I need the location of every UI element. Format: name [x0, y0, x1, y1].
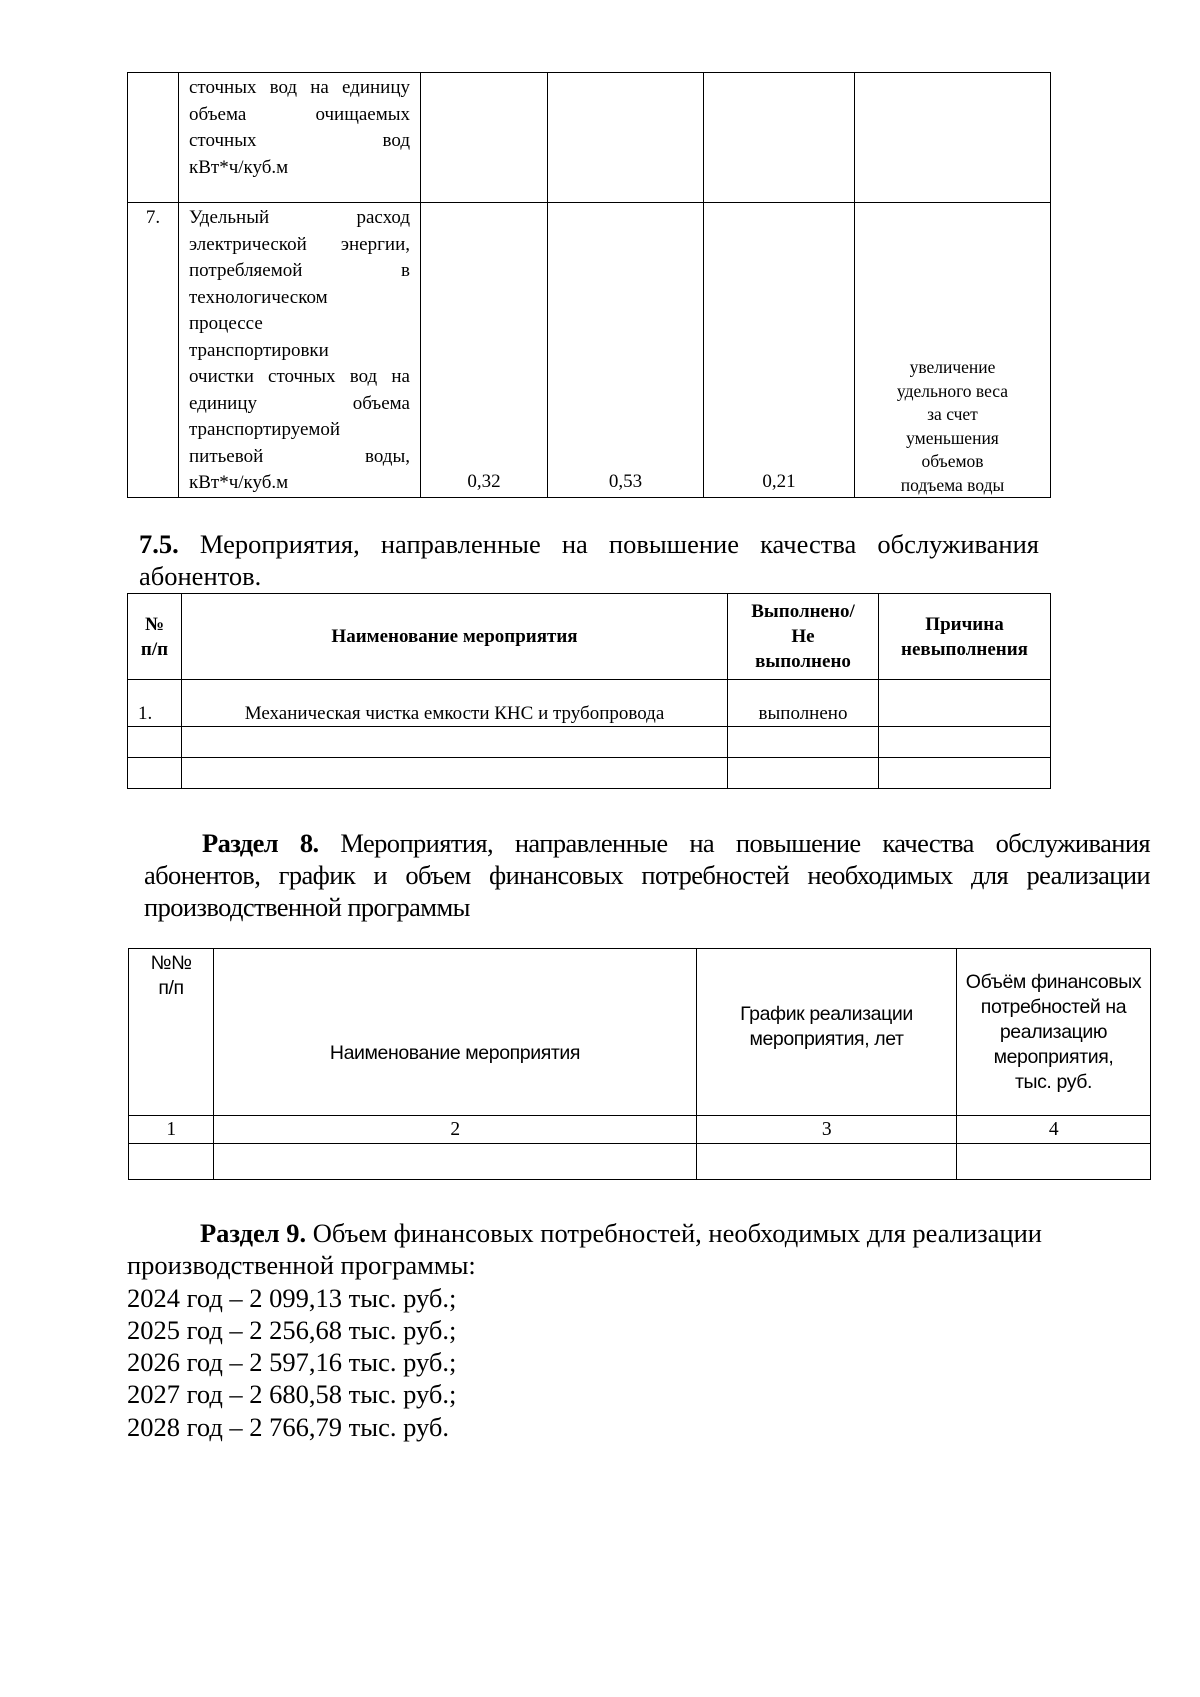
- header-reason: Причина невыполнения: [879, 594, 1051, 680]
- row-number-cell: [128, 73, 179, 203]
- indicators-table: [127, 72, 1051, 498]
- value-cell: 0,21: [704, 203, 855, 498]
- year-amount-line: 2028 год – 2 766,79 тыс. руб.: [127, 1411, 449, 1442]
- header-measure-name: Наименование мероприятия: [214, 949, 697, 1116]
- value-cell: [704, 73, 855, 203]
- section-text: Объем финансовых потребностей, необходимых для реализации: [306, 1218, 1042, 1248]
- table-header-row: [128, 594, 1051, 680]
- row-number-cell: 1.: [128, 680, 182, 727]
- header-number: № п/п: [128, 594, 182, 680]
- reason-cell: увеличение удельного веса за счет уменьшения объемов подъема воды: [855, 203, 1051, 498]
- year-amount-line: 2027 год – 2 680,58 тыс. руб.;: [127, 1379, 457, 1410]
- header-financial-volume: Объём финансовых потребностей на реализацию мероприятия, тыс. руб.: [957, 949, 1151, 1116]
- column-numbers-row: 1 2 3 4: [129, 1116, 1151, 1144]
- header-measure-name: Наименование мероприятия: [182, 594, 728, 680]
- indicator-name-cell: Удельный расход электрической энергии, потребляемой в технологическом процессе транспортировки очистки сточных вод на единицу объема транспортируемой питьевой воды, кВт*ч/куб.м: [179, 203, 421, 498]
- section-text-continued: производственной программы:: [127, 1250, 476, 1281]
- table-row: [128, 203, 1051, 498]
- section-7-5-heading: [139, 528, 1039, 592]
- measures-status-table: [127, 593, 1051, 789]
- reason-cell: [879, 680, 1051, 727]
- row-number-cell: 7.: [128, 203, 179, 498]
- table-row: [129, 1144, 1151, 1180]
- header-number: №№ п/п: [129, 949, 214, 1116]
- table-row: [128, 680, 1051, 727]
- section-9-paragraph: [127, 1217, 1117, 1443]
- section-text: Мероприятия, направленные на повышение качества обслуживания абонентов, график и объем финансовых потребностей необходимых для реализации производственной программы: [144, 828, 1150, 922]
- table-row: [128, 758, 1051, 789]
- value-cell: 0,32: [421, 203, 548, 498]
- header-schedule: График реализации мероприятия, лет: [697, 949, 957, 1116]
- section-number: 7.5.: [139, 529, 179, 559]
- year-amount-line: 2025 год – 2 256,68 тыс. руб.;: [127, 1314, 457, 1345]
- value-cell: [421, 73, 548, 203]
- section-text: Мероприятия, направленные на повышение качества обслуживания абонентов.: [139, 529, 1039, 591]
- status-cell: выполнено: [728, 680, 879, 727]
- reason-cell: [855, 73, 1051, 203]
- table-row: [128, 727, 1051, 758]
- indicator-name-cell: сточных вод на единицу объема очищаемых сточных вод кВт*ч/куб.м: [179, 73, 421, 203]
- value-cell: 0,53: [548, 203, 704, 498]
- section-8-paragraph: [144, 827, 1150, 923]
- financing-table: [128, 948, 1151, 1180]
- year-amount-line: 2024 год – 2 099,13 тыс. руб.;: [127, 1282, 457, 1313]
- header-done: Выполнено/ Не выполнено: [728, 594, 879, 680]
- value-cell: [548, 73, 704, 203]
- section-title: Раздел 9.: [200, 1218, 307, 1248]
- section-title: Раздел 8.: [202, 828, 319, 858]
- table-row: [128, 73, 1051, 203]
- measure-name-cell: Механическая чистка емкости КНС и трубопровода: [182, 680, 728, 727]
- year-amount-line: 2026 год – 2 597,16 тыс. руб.;: [127, 1347, 457, 1378]
- table-header-row: [129, 949, 1151, 1116]
